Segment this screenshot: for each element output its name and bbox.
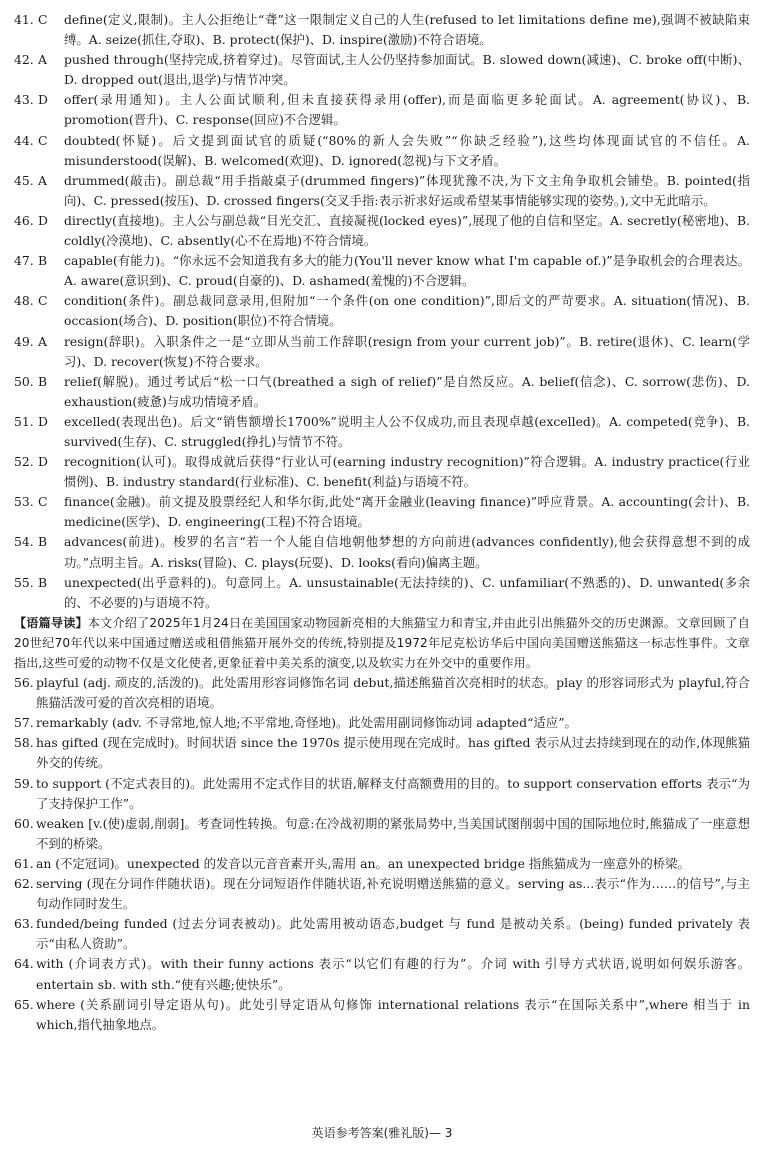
question-number: 59. xyxy=(14,775,34,791)
answer-letter: B xyxy=(38,253,48,269)
question-number: 53. xyxy=(14,494,34,510)
explanation-text: relief(解脱)。通过考试后“松一口气(breathed a sigh of relief)”是自然反应。A. belief(信念)、C. sorrow(悲伤)、D. exhaustion(疲惫)与成功情境矛盾。 xyxy=(64,373,750,409)
answer-letter: A xyxy=(38,52,47,68)
page-footer: 英语参考答案(雅礼版)— 3 xyxy=(311,1126,453,1140)
answer-item xyxy=(14,50,750,90)
question-number: 51. xyxy=(14,413,34,429)
answer-item xyxy=(14,774,750,814)
explanation-text: offer(录用通知)。主人公面试顺利,但未直接获得录用(offer),而是面临更多轮面试。A. agreement(协议)、B. promotion(晋升)、C. response(回应)不合逻辑。 xyxy=(64,92,750,128)
answer-item xyxy=(14,332,750,372)
answer-item xyxy=(14,10,750,50)
explanation-text: with (介词表方式)。with their funny actions 表示“以它们有趣的行为”。介词 with 引导方式状语,说明如何娱乐游客。entertain sb. with sth.“使有兴趣;使快乐”。 xyxy=(36,956,750,992)
explanation-text: capable(有能力)。“你永远不会知道我有多大的能力(You'll never know what I'm capable of.)”是争取机会的合理表达。A. aware(意识到)、C. proud(自豪的)、D. ashamed(羞愧的)不合逻辑。 xyxy=(64,253,750,289)
explanation-text: advances(前进)。梭罗的名言“若一个人能自信地朝他梦想的方向前进(advances confidently),他会获得意想不到的成功。”点明主旨。A. risks(冒险)、C. plays(玩耍)、D. looks(看向)偏离主题。 xyxy=(64,534,750,570)
explanation-text: weaken [v.(使)虚弱,削弱]。考查词性转换。句意:在冷战初期的紧张局势中,当美国试图削弱中国的国际地位时,熊猫成了一座意想不到的桥梁。 xyxy=(36,815,750,851)
answer-item xyxy=(14,90,750,130)
explanation-text: excelled(表现出色)。后文“销售额增长1700%”说明主人公不仅成功,而且表现卓越(excelled)。A. competed(竞争)、B. survived(生存)、C. struggled(挣扎)与情节不符。 xyxy=(64,413,750,449)
answer-item xyxy=(14,291,750,331)
answer-item xyxy=(14,372,750,412)
question-number: 44. xyxy=(14,132,34,148)
answer-item xyxy=(14,995,750,1035)
question-number: 50. xyxy=(14,373,34,389)
explanation-text: finance(金融)。前文提及股票经纪人和华尔街,此处“离开金融业(leaving finance)”呼应背景。A. accounting(会计)、B. medicine(医学)、D. engineering(工程)不符合语境。 xyxy=(64,494,750,530)
guide-text: 本文介绍了2025年1月24日在美国国家动物园新亮相的大熊猫宝力和青宝,并由此引出熊猫外交的历史渊源。文章回顾了自20世纪70年代以来中国通过赠送或租借熊猫开展外交的传统,特别提及1972年尼克松访华后中国向美国赠送熊猫这一标志性事件。文章指出,这些可爱的动物不仅是文化使者,更象征着中美关系的演变,以及软实力在外交中的重要作用。 xyxy=(14,615,750,670)
answer-letter: C xyxy=(38,12,48,27)
answer-letter: B xyxy=(38,373,48,389)
explanation-text: where (关系副词引导定语从句)。此处引导定语从句修饰 international relations 表示“在国际关系中”,where 相当于 in which,指代抽象地点。 xyxy=(36,996,750,1032)
answer-letter: D xyxy=(38,212,48,228)
answer-item xyxy=(14,874,750,914)
guide-tag: 【语篇导读】 xyxy=(14,615,88,630)
answer-item xyxy=(14,854,750,874)
answer-letter: B xyxy=(38,534,48,550)
explanation-text: serving (现在分词作伴随状语)。现在分词短语作伴随状语,补充说明赠送熊猫的意义。serving as...表示“作为……的信号”,与主句动作同时发生。 xyxy=(36,876,750,912)
answer-item xyxy=(14,171,750,211)
answer-item xyxy=(14,573,750,613)
question-number: 46. xyxy=(14,212,34,228)
explanation-text: directly(直接地)。主人公与副总裁“目光交汇、直接凝视(locked eyes)”,展现了他的自信和坚定。A. secretly(秘密地)、B. coldly(冷漠地)、C. absently(心不在焉地)不符合情境。 xyxy=(64,212,750,249)
answer-letter: B xyxy=(38,574,48,590)
answer-item xyxy=(14,492,750,532)
answer-item xyxy=(14,532,750,572)
answer-item xyxy=(14,452,750,492)
explanation-text: to support (不定式表目的)。此处需用不定式作目的状语,解释支付高额费用的目的。to support conservation efforts 表示“为了支持保护工作”。 xyxy=(36,775,750,811)
grammar-fill-answer-list xyxy=(14,673,750,1035)
answer-item xyxy=(14,131,750,171)
question-number: 60. xyxy=(14,815,34,831)
explanation-text: playful (adj. 顽皮的,活泼的)。此处需用形容词修饰名词 debut,描述熊猫首次亮相时的状态。play 的形容词形式为 playful,符合熊猫活泼可爱的首次亮相的语境。 xyxy=(36,675,750,711)
question-number: 42. xyxy=(14,52,34,68)
answer-item xyxy=(14,733,750,773)
answer-item xyxy=(14,954,750,994)
question-number: 65. xyxy=(14,996,34,1012)
passage-guide xyxy=(14,613,750,673)
question-number: 52. xyxy=(14,454,34,470)
question-number: 45. xyxy=(14,172,34,188)
question-number: 48. xyxy=(14,293,34,309)
question-number: 64. xyxy=(14,956,34,972)
explanation-text: define(定义,限制)。主人公拒绝让“聋”这一限制定义自己的人生(refused to let limitations define me),强调不被缺陷束缚。A. seize(抓住,夺取)、B. protect(保护)、D. inspire(激励)不符合语境。 xyxy=(64,12,750,48)
question-number: 58. xyxy=(14,735,34,751)
answer-item xyxy=(14,914,750,954)
explanation-text: condition(条件)。副总裁同意录用,但附加“一个条件(on one condition)”,即后文的严苛要求。A. situation(情况)、B. occasion(场合)、D. position(职位)不符合情境。 xyxy=(64,293,750,329)
answer-item xyxy=(14,814,750,854)
explanation-text: doubted(怀疑)。后文提到面试官的质疑(“80%的新人会失败”“你缺乏经验”),这些均体现面试官的不信任。A. misunderstood(误解)、B. welcomed(欢迎)、D. ignored(忽视)与下文矛盾。 xyxy=(64,132,750,168)
answer-letter: D xyxy=(38,454,48,470)
question-number: 55. xyxy=(14,574,34,590)
explanation-text: resign(辞职)。入职条件之一是“立即从当前工作辞职(resign from your current job)”。B. retire(退休)、C. learn(学习)、D. recover(恢复)不符合要求。 xyxy=(64,333,750,369)
explanation-text: recognition(认可)。取得成就后获得“行业认可(earning industry recognition)”符合逻辑。A. industry practice(行业惯例)、B. industry standard(行业标准)、C. benefit(利益)与语境不符。 xyxy=(64,454,750,490)
answer-letter: C xyxy=(38,494,48,510)
answer-letter: A xyxy=(38,172,47,188)
explanation-text: an (不定冠词)。unexpected 的发音以元音音素开头,需用 an。an unexpected bridge 指熊猫成为一座意外的桥梁。 xyxy=(36,855,690,871)
question-number: 49. xyxy=(14,333,34,349)
answer-item xyxy=(14,251,750,291)
question-number: 61. xyxy=(14,855,34,871)
question-number: 43. xyxy=(14,92,34,108)
explanation-text: has gifted (现在完成时)。时间状语 since the 1970s 提示使用现在完成时。has gifted 表示从过去持续到现在的动作,体现熊猫外交的传统。 xyxy=(36,735,750,771)
answer-item xyxy=(14,412,750,452)
explanation-text: remarkably (adv. 不寻常地,惊人地;不平常地,奇怪地)。此处需用副词修饰动词 adapted“适应”。 xyxy=(36,715,577,731)
explanation-text: pushed through(坚持完成,挤着穿过)。尽管面试,主人公仍坚持参加面试。B. slowed down(减速)、C. broke off(中断)、D. dropped out(退出,退学)与情节冲突。 xyxy=(64,52,750,88)
answer-letter: D xyxy=(38,92,48,108)
question-number: 63. xyxy=(14,916,34,932)
answer-item xyxy=(14,673,750,713)
answer-item xyxy=(14,713,750,733)
question-number: 56. xyxy=(14,675,34,691)
question-number: 54. xyxy=(14,534,34,550)
explanation-text: funded/being funded (过去分词表被动)。此处需用被动语态,budget 与 fund 是被动关系。(being) funded privately 表示“由私人资助”。 xyxy=(36,916,750,952)
answer-letter: D xyxy=(38,413,48,429)
answer-letter: A xyxy=(38,333,47,349)
question-number: 47. xyxy=(14,253,34,269)
explanation-text: unexpected(出乎意料的)。句意同上。A. unsustainable(无法持续的)、C. unfamiliar(不熟悉的)、D. unwanted(多余的、不必要的)与语境不符。 xyxy=(64,574,750,610)
question-number: 62. xyxy=(14,876,34,892)
answer-letter: C xyxy=(38,132,48,148)
answer-item xyxy=(14,211,750,251)
explanation-text: drummed(敲击)。副总裁“用手指敲桌子(drummed fingers)”体现犹豫不决,为下文主角争取机会铺垫。B. pointed(指向)、C. pressed(按压)、D. crossed fingers(交叉手指:表示祈求好运或希望某事情能够实现的姿势。),文中无此暗示。 xyxy=(64,172,750,208)
answer-letter: C xyxy=(38,293,48,309)
cloze-answer-list xyxy=(14,10,750,613)
question-number: 41. xyxy=(14,12,34,27)
question-number: 57. xyxy=(14,715,34,731)
